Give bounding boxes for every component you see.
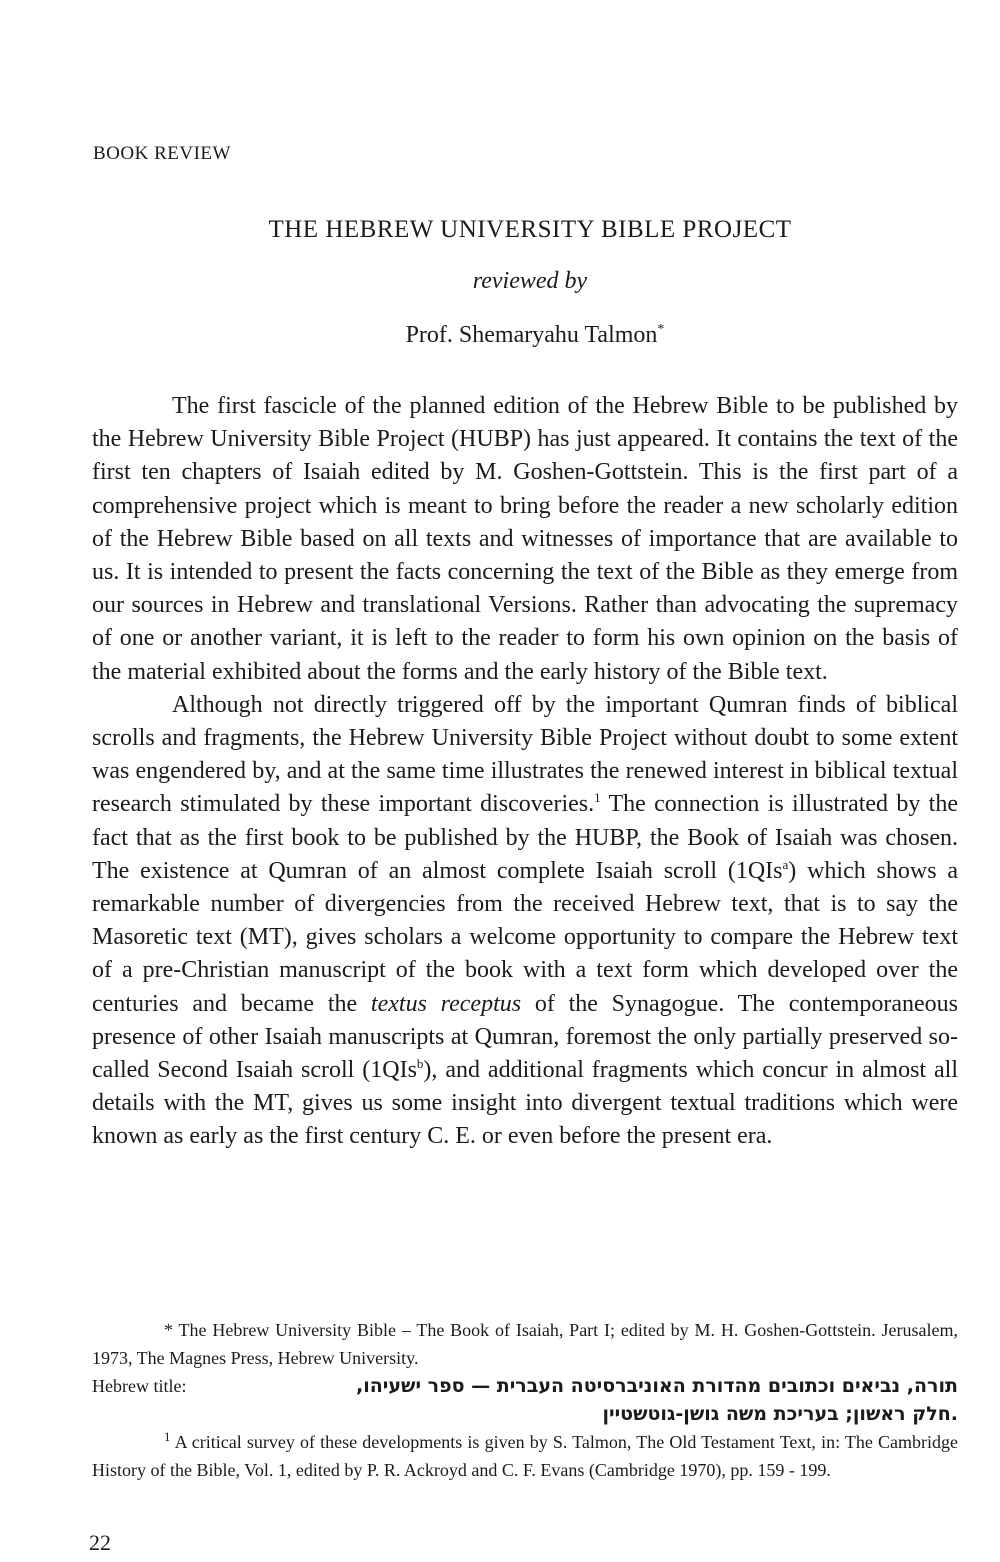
- footnote-star-text: The Hebrew University Bible – The Book of Isaiah, Part I; edited by M. H. Goshen-Gottstein. Jerusalem, 1973, The Magnes Press, Hebrew University.: [92, 1320, 958, 1368]
- reviewed-by-line: reviewed by: [472, 268, 588, 294]
- hebrew-title-row-2: [92, 1400, 958, 1428]
- paragraph-2-text-b: The connection is illustrated by the fact that as the first book to be published by the HUBP, the Book of Isaiah was chosen. The existence at Qumran of an almost complete Isaiah scroll (1QIs: [92, 791, 958, 884]
- footnote-star-mark: *: [164, 1320, 173, 1340]
- hebrew-title-line-1: תורה, נביאים וכתובים מהדורת האוניברסיטה העברית — ספר ישעיהו,: [356, 1375, 958, 1397]
- paragraph-2-text-a: Although not directly triggered off by the important Qumran finds of biblical scrolls and fragments, the Hebrew University Bible Project without doubt to some extent was engendered by, and at the same time illustrates the renewed interest in biblical textual research stimulated by these important discoveries.: [92, 691, 958, 818]
- page-number: 22: [89, 1530, 111, 1555]
- footnote-ref-1: 1: [594, 790, 601, 806]
- author-footnote-mark: *: [657, 322, 665, 337]
- footnote-1-text: A critical survey of these developments is given by S. Talmon, The Old Testament Text, in: The Cambridge History of the Bible, Vol. 1, edited by P. R. Ackroyd and C. F. Evans (Cambridge 1970), pp. 159 - 199.: [92, 1432, 958, 1480]
- section-label: BOOK REVIEW: [93, 143, 231, 164]
- paragraph-2: [92, 689, 958, 1154]
- hebrew-title-line-2: חלק ראשון; בעריכת משה גושן-גוטשטיין.: [602, 1403, 958, 1425]
- superscript-b: b: [416, 1056, 424, 1072]
- hebrew-title-row: [92, 1372, 958, 1400]
- paragraph-2-text-c: ) which shows a remarkable number of divergencies from the received Hebrew text, that is to say the Masoretic text (MT), gives scholars a welcome opportunity to compare the Hebrew text of a pre-Christian manuscript of the book with a text form which developed over the centuries and became the: [92, 857, 959, 1017]
- footnotes: [92, 1316, 958, 1484]
- superscript-a: a: [782, 856, 789, 872]
- hebrew-title-label: Hebrew title:: [92, 1376, 187, 1396]
- article-body: [92, 390, 958, 1154]
- paragraph-2-text-d: of the Synagogue. The contemporaneous presence of other Isaiah manuscripts at Qumran, foremost the only partially preserved so-called Second Isaiah scroll (1QIs: [92, 990, 958, 1084]
- paragraph-1: The first fascicle of the planned edition of the Hebrew Bible to be published by the Hebrew University Bible Project (HUBP) has just appeared. It contains the text of the first ten chapters of Isaiah edited by M. Goshen-Gottstein. This is the first part of a comprehensive project which is meant to bring before the reader a new scholarly edition of the Hebrew Bible based on all texts and witnesses of importance that are available to us. It is intended to present the facts concerning the text of the Bible as they emerge from our sources in Hebrew and translational Versions. Rather than advocating the supremacy of one or another variant, it is left to the reader to form his own opinion on the basis of the material exhibited about the forms and the early history of the Bible text.: [92, 393, 958, 685]
- article-title: THE HEBREW UNIVERSITY BIBLE PROJECT: [268, 216, 792, 243]
- footnote-1: [92, 1428, 958, 1484]
- author-line: [0, 322, 1000, 349]
- italic-phrase: textus receptus: [370, 990, 522, 1017]
- footnote-1-mark: 1: [164, 1429, 171, 1444]
- footnote-star: [92, 1316, 958, 1372]
- author-name: Prof. Shemaryahu Talmon: [405, 322, 658, 348]
- paragraph-2-text-e: ), and additional fragments which concur in almost all details with the MT, gives us some insight into divergent textual traditions which were known as early as the first century C. E. or even before the present era.: [92, 1057, 958, 1150]
